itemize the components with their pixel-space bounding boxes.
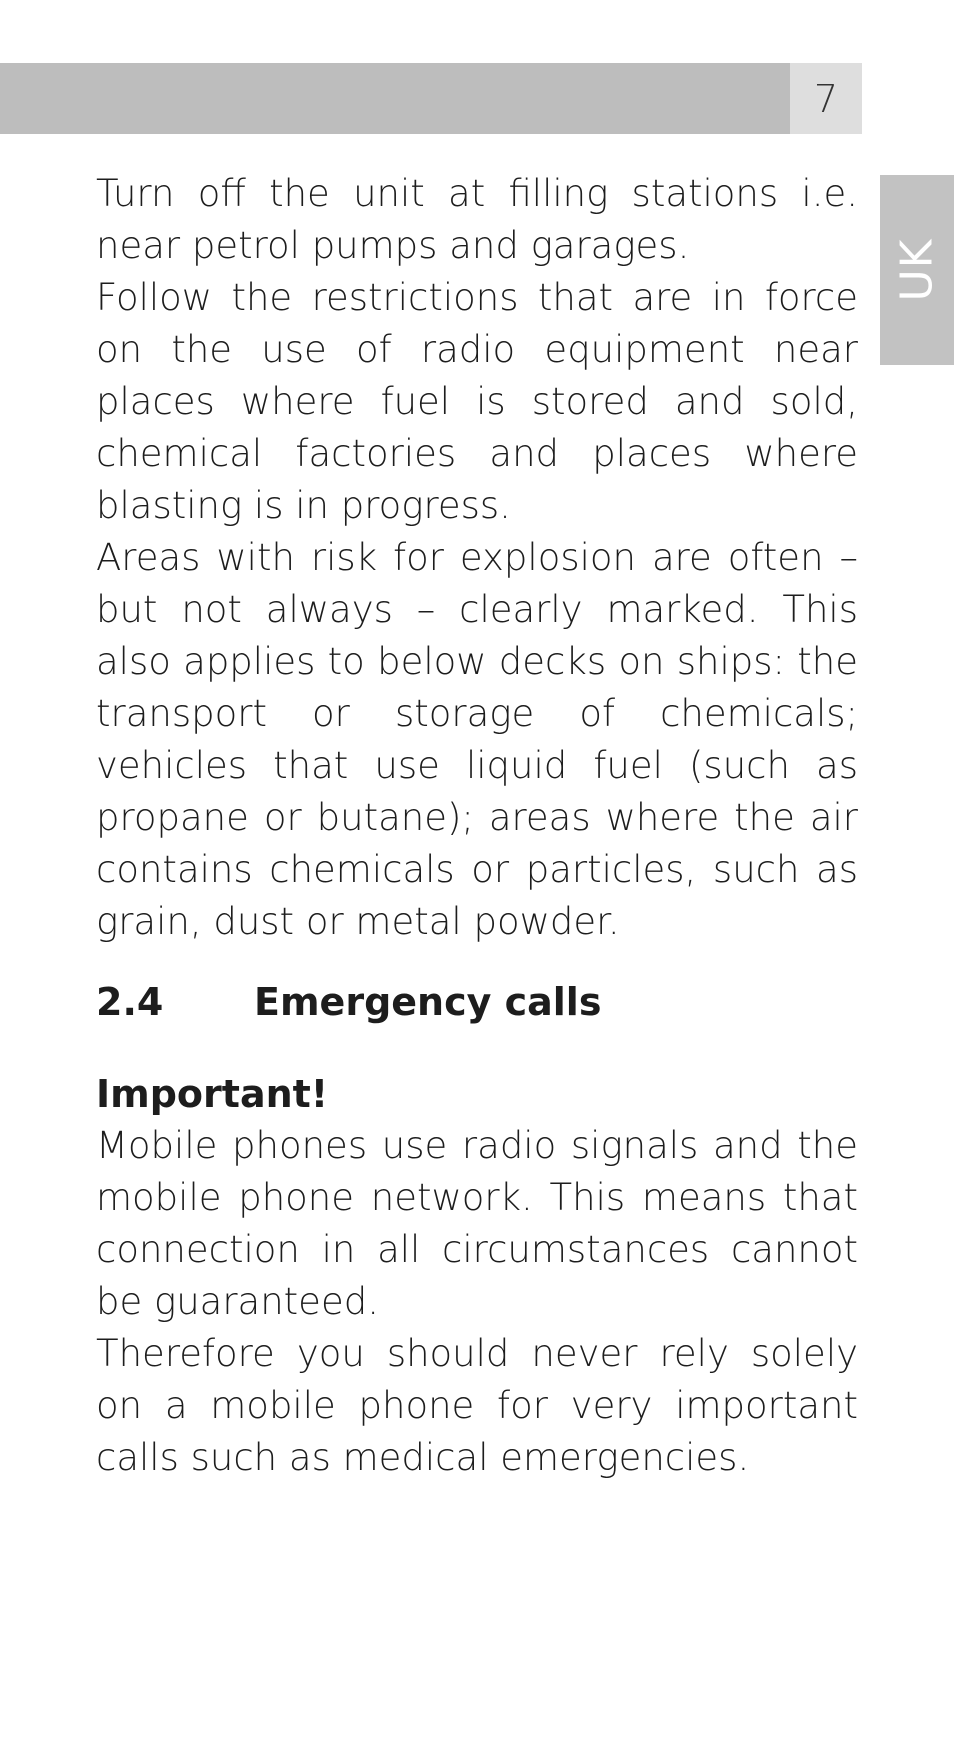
page-body bbox=[96, 168, 858, 1484]
important-label: Important! bbox=[96, 1072, 329, 1116]
section-number: 2.4 bbox=[96, 980, 164, 1024]
paragraph: Therefore you should never rely solely on a mobile phone for very important calls such as medical emergencies. bbox=[96, 1332, 858, 1479]
header-bar bbox=[0, 63, 790, 134]
language-tab bbox=[880, 175, 954, 365]
paragraph: Follow the restrictions that are in force on the use of radio equipment near places where fuel is stored and sold, chemical factories and places where blasting is in progress. bbox=[96, 276, 858, 527]
paragraph: Areas with risk for explosion are often – but not always – clearly marked. This also applies to below decks on ships: the transport or storage of chemicals; vehicles that use liquid fuel (such as propane or butane); areas where the air contains chemicals or particles, such as grain, dust or metal powder. bbox=[96, 536, 858, 943]
section-title: Emergency calls bbox=[254, 980, 602, 1024]
section-heading bbox=[96, 976, 858, 1028]
page-number: 7 bbox=[790, 63, 862, 134]
language-label: UK bbox=[891, 238, 943, 302]
paragraph: Mobile phones use radio signals and the mobile phone network. This means that connection in all circumstances cannot be guaranteed. bbox=[96, 1124, 858, 1323]
paragraph: Turn off the unit at filling stations i.e. near petrol pumps and garages. bbox=[96, 172, 858, 267]
